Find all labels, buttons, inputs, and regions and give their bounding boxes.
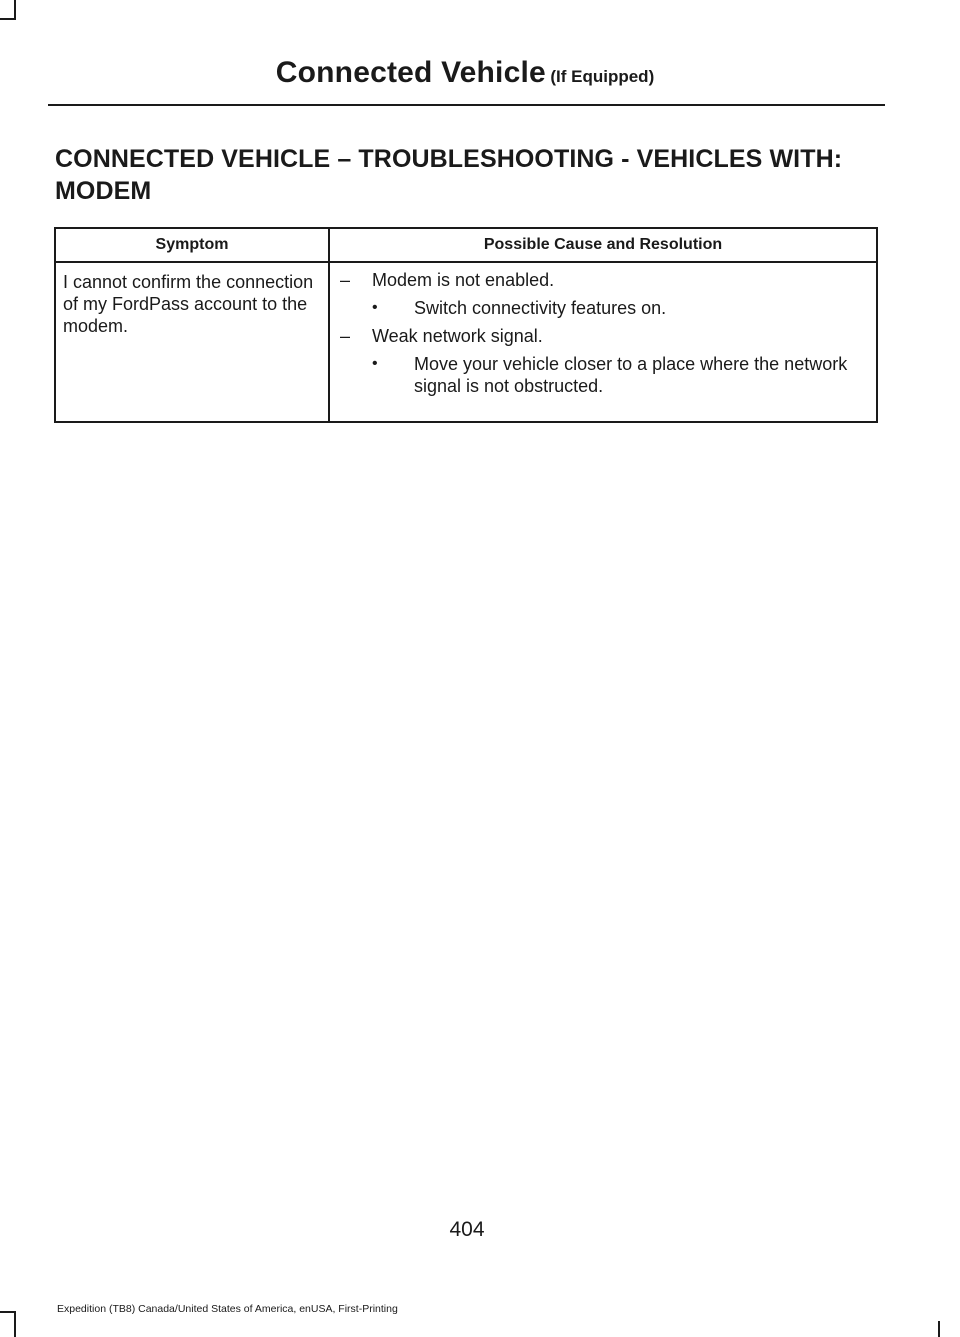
footer-text: Expedition (TB8) Canada/United States of America, enUSA, First-Printing (57, 1303, 398, 1315)
bullet-marker: • (372, 355, 378, 372)
cause-item (340, 269, 866, 319)
section-heading: CONNECTED VEHICLE – TROUBLESHOOTING - VEHICLES WITH: MODEM (55, 145, 843, 205)
header-rule (48, 104, 885, 106)
crop-mark-bottom-right-vertical (938, 1321, 940, 1337)
crop-mark-top-left-horizontal (0, 18, 16, 20)
resolution-cell (329, 262, 877, 422)
fix-text: Switch connectivity features on. (414, 298, 667, 318)
column-header-symptom: Symptom (55, 228, 329, 262)
dash-marker: – (340, 270, 351, 290)
table-header-row (55, 228, 877, 262)
cause-item (340, 325, 866, 397)
crop-mark-top-left-vertical (14, 0, 16, 20)
fix-list (372, 353, 866, 397)
cause-list (340, 269, 866, 397)
header-title: Connected Vehicle (275, 56, 546, 89)
fix-item (372, 353, 866, 397)
fix-list (372, 297, 866, 319)
cause-text: Modem is not enabled. (372, 270, 555, 290)
symptom-cell: I cannot confirm the connection of my FordPass account to the modem. (55, 262, 329, 422)
page-header (0, 56, 930, 90)
troubleshooting-table (54, 227, 878, 423)
header-suffix: (If Equipped) (550, 67, 655, 86)
bullet-marker: • (372, 299, 378, 316)
cause-text: Weak network signal. (372, 326, 543, 346)
fix-item (372, 297, 866, 319)
crop-mark-bottom-left-horizontal (0, 1311, 16, 1313)
crop-mark-bottom-left-vertical (14, 1311, 16, 1337)
dash-marker: – (340, 326, 351, 346)
column-header-resolution: Possible Cause and Resolution (329, 228, 877, 262)
table-row (55, 262, 877, 422)
fix-text: Move your vehicle closer to a place where the network signal is not obstructed. (414, 354, 848, 396)
page-number: 404 (449, 1218, 485, 1241)
